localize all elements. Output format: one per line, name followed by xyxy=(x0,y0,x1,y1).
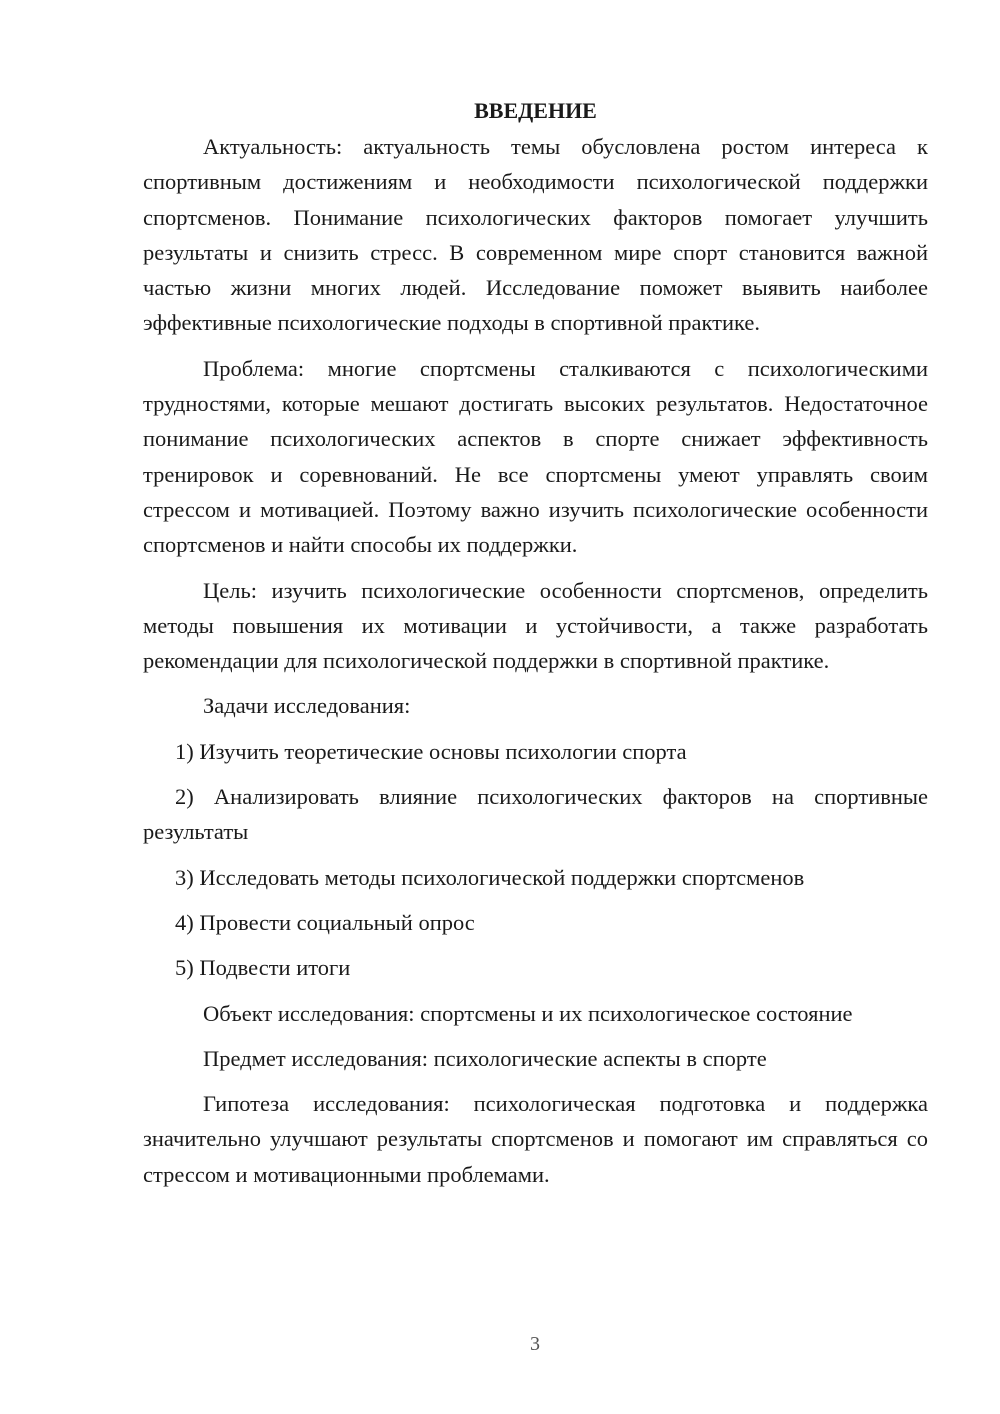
tasks-heading: Задачи исследования: xyxy=(203,693,411,719)
task-item-1: 1) Изучить теоретические основы психологии спорта xyxy=(175,738,687,764)
page-content xyxy=(143,93,928,1202)
task-item-2: 2) Анализировать влияние психологических факторов на спортивные результаты xyxy=(143,784,928,845)
research-subject: Предмет исследования: психологические аспекты в спорте xyxy=(203,1045,767,1071)
relevance-paragraph: Актуальность: актуальность темы обусловлена ростом интереса к спортивным достижениям и необходимости психологической поддержки спортсменов. Понимание психологических факторов помогает улучшить результаты и снизить стресс. В современном мире спорт становится важной частью жизни многих людей. Исследование поможет выявить наиболее эффективные психологические подходы в спортивной практике. xyxy=(143,134,928,336)
research-hypothesis: Гипотеза исследования: психологическая подготовка и поддержка значительно улучшают результаты спортсменов и помогают им справляться со стрессом и мотивационными проблемами. xyxy=(143,1091,928,1187)
problem-paragraph: Проблема: многие спортсмены сталкиваются с психологическими трудностями, которые мешают достигать высоких результатов. Недостаточное понимание психологических аспектов в спорте снижает эффективность тренировок и соревнований. Не все спортсмены умеют управлять своим стрессом и мотивацией. Поэтому важно изучить психологические особенности спортсменов и найти способы их поддержки. xyxy=(143,355,928,558)
task-item-5: 5) Подвести итоги xyxy=(175,955,351,981)
task-item-3: 3) Исследовать методы психологической поддержки спортсменов xyxy=(175,864,805,890)
page-number: 3 xyxy=(530,1333,540,1355)
section-heading: ВВЕДЕНИЕ xyxy=(474,98,597,123)
task-item-4: 4) Провести социальный опрос xyxy=(175,909,475,935)
research-object: Объект исследования: спортсмены и их психологическое состояние xyxy=(203,1000,853,1026)
goal-paragraph: Цель: изучить психологические особенности спортсменов, определить методы повышения их мотивации и устойчивости, а также разработать рекомендации для психологической поддержки в спортивной практике. xyxy=(143,577,928,674)
